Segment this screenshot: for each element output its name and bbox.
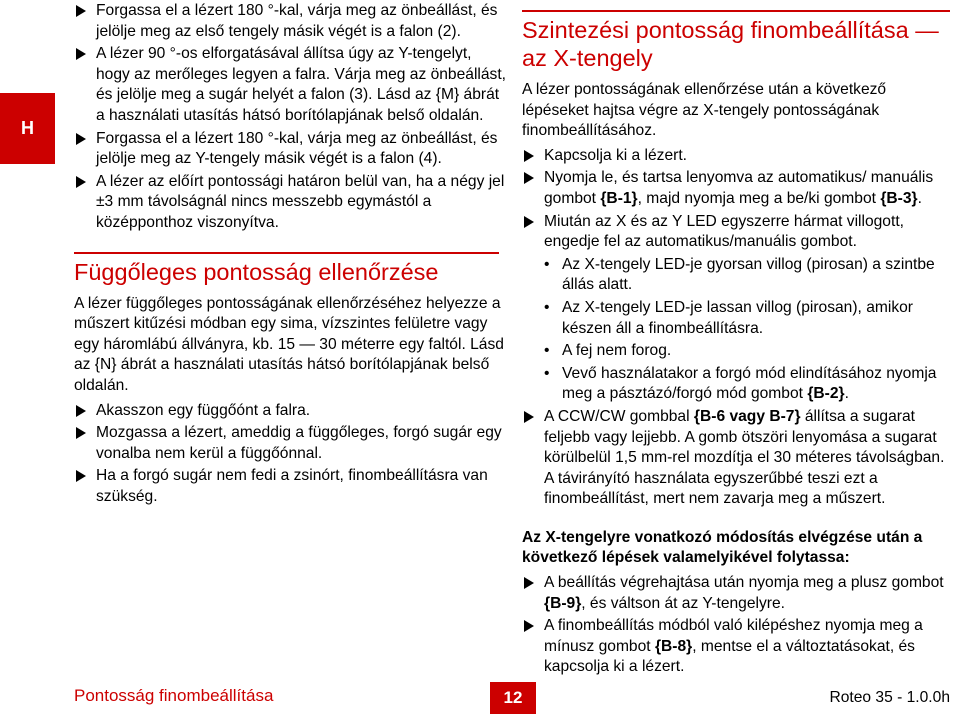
arrow-bullet-icon [524,172,534,184]
footer-section-title: Pontosság finombeállítása [74,686,274,705]
sub-list-item [522,255,950,296]
dot-bullet-icon: • [544,255,550,273]
arrow-bullet-icon [524,411,534,423]
arrow-bullet-icon [76,48,86,60]
text-segment: . [917,189,922,207]
vertical-check-heading: Függőleges pontosság ellenőrzése [74,252,499,286]
list-item-text [544,408,944,507]
button-ref: {B-3} [880,189,918,207]
arrow-bullet-icon [76,133,86,145]
button-ref: {B-8} [654,637,693,655]
continue-instructions: Az X-tengelyre vonatkozó módosítás elvégzése után a következő lépések valamelyikével folytassa: [522,528,923,567]
dot-bullet-icon: • [544,342,550,360]
list-item-text: Kapcsolja ki a lézert. [544,146,688,164]
dot-bullet-icon: • [544,364,550,382]
list-item [522,407,950,510]
text-segment: , mentse el a változtatásokat, és kapcsolja ki a lézert. [544,637,915,676]
list-item [74,423,506,464]
arrow-bullet-icon [524,620,534,632]
text-segment: A finombeállítás módból való kilépéshez nyomja meg a mínusz gombot [544,617,923,655]
list-item [522,212,950,253]
sub-list-item-text [562,365,936,403]
list-item-text [544,574,944,612]
list-item [74,1,506,42]
x-axis-adjust-heading: Szintezési pontosság finombeállítása — az X-tengely [522,10,950,72]
arrow-bullet-icon [76,176,86,188]
sub-list-item [522,341,950,362]
text-segment: Vevő használatakor a forgó mód elindításához nyomja meg a pásztázó/forgó mód gombot [562,364,937,403]
dot-bullet-icon: • [544,298,550,316]
arrow-bullet-icon [524,150,534,162]
text-segment: Nyomja le, és tartsa lenyomva az automatikus/ manuális gombot [544,169,934,207]
list-item-text: Forgassa el a lézert 180 °-kal, várja meg az önbeállást, és jelölje meg az Y-tengely másik végét is a falon (4). [96,129,498,168]
list-item-text: Mozgassa a lézert, ameddig a függőleges, forgó sugár egy vonalba nem kerül a függőónnal. [96,424,502,462]
page-number: 12 [490,682,536,714]
button-ref: {B-1} [600,189,638,207]
sub-list-item-text: Az X-tengely LED-je gyorsan villog (pirosan) a szintbe állás alatt. [562,255,935,294]
right-column [522,10,950,680]
arrow-bullet-icon [76,427,86,439]
text-segment: A beállítás végrehajtása után nyomja meg a plusz gombot [544,574,944,592]
list-item-text: Forgassa el a lézert 180 °-kal, várja meg az önbeállást, és jelölje meg az első tengely másik végét is a falon (2). [96,2,498,40]
sub-list-item-text: Az X-tengely LED-je lassan villog (pirosan), amikor készen áll a finombeállításra. [562,298,913,337]
arrow-bullet-icon [524,216,534,228]
footer-product: Roteo 35 - 1.0.0h [829,689,950,706]
list-item [522,146,950,167]
list-item-text [544,617,923,675]
arrow-bullet-icon [76,405,86,417]
list-item-text: A lézer 90 °-os elforgatásával állítsa úgy az Y-tengelyt, hogy az merőleges legyen a falra. Várja meg az önbeállást, és jelölje meg a sugár helyét a falon (3). Lásd az {M} ábrát a használati utasítás hátsó borítólapjának belső oldalán. [96,45,507,124]
list-item [74,466,506,507]
text-segment: , majd nyomja meg a be/ki gombot [637,189,881,207]
sub-list-item-text: A fej nem forog. [562,342,672,360]
button-ref: {B-9} [544,594,582,612]
list-item-text: A lézer az előírt pontossági határon belül van, ha a négy jel ±3 mm távolságnál nincs messzebb egymástól a középponthoz viszonyítva. [96,172,505,231]
sub-list-item [522,298,950,339]
left-column [74,1,506,509]
list-item-text: Ha a forgó sugár nem fedi a zsinórt, finombeállításra van szükség. [96,467,488,505]
list-item-text [544,169,933,207]
list-item-text: Miután az X és az Y LED egyszerre hármat villogott, engedje fel az automatikus/manuális gombot. [544,212,904,251]
button-ref: {B-6 vagy B-7} [693,407,801,425]
sub-list-item [522,364,950,405]
list-item [522,573,950,614]
arrow-bullet-icon [76,5,86,17]
arrow-bullet-icon [76,470,86,482]
section-tab: H [0,93,55,164]
list-item [74,129,506,170]
text-segment: , és váltson át az Y-tengelyre. [581,594,785,612]
vertical-check-intro: A lézer függőleges pontosságának ellenőrzéséhez helyezze a műszert kitűzési módban egy sima, vízszintes felületre vagy egy háromlábú állványra, kb. 15 — 30 méterre egy faltól. Lásd az {N} ábrát a használati utasítás hátsó borítólapjának belső oldalán. [74,294,504,394]
list-item [74,44,506,126]
arrow-bullet-icon [524,577,534,589]
list-item [522,616,950,678]
list-item-text: Akasszon egy függőónt a falra. [96,401,311,419]
text-segment: . [844,385,849,403]
text-segment: állítsa a sugarat feljebb vagy lejjebb. A gomb ötszöri lenyomása a sugarat körülbelül 1,5 mm-rel mozdítja el 30 méteres távolságban. A távirányító használata egyszerűbbé teszi ezt a finombeállítást, mert nem zavarja meg a műszert. [544,407,945,508]
list-item [74,172,506,234]
list-item [522,168,950,209]
list-item [74,401,506,422]
x-axis-adjust-intro: A lézer pontosságának ellenőrzése után a következő lépéseket hajtsa végre az X-tengely pontosságának finombeállításához. [522,81,887,140]
button-ref: {B-2} [807,385,845,403]
text-segment: A CCW/CW gombbal [544,407,694,425]
